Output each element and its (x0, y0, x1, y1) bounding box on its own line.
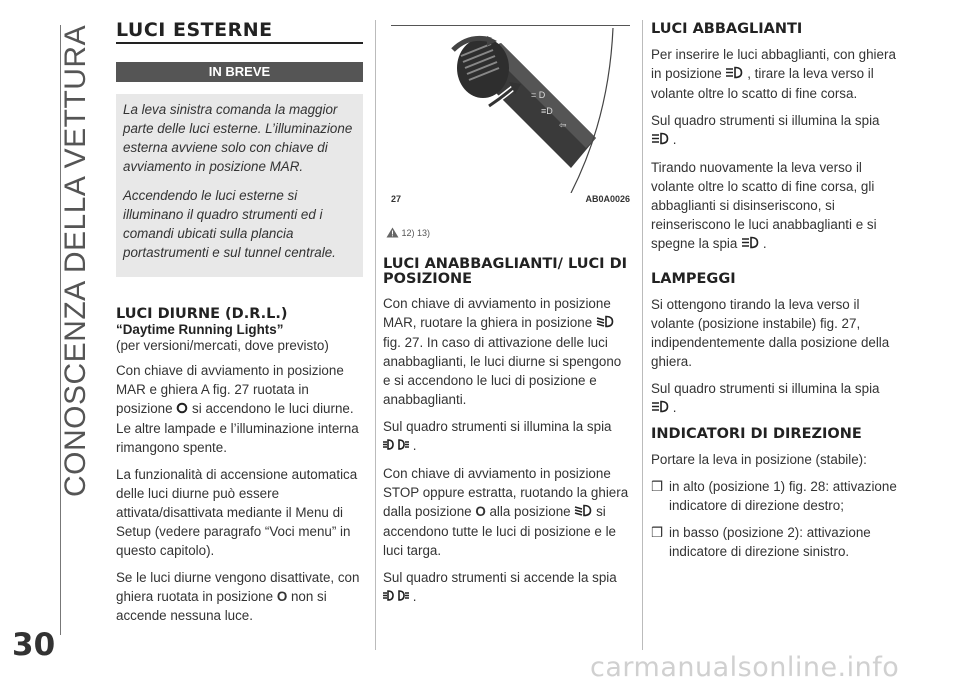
abb-p3-start: Tirando nuovamente la leva verso il volante oltre lo scatto di fine corsa, gli abbaglianti si disinseriscono, si reinseriscono le luci anabbaglianti e si spegne la spia (651, 159, 877, 251)
anab-p4-start: Sul quadro strumenti si accende la spia (383, 569, 617, 585)
anab-p3-end: si accendono tutte le luci di posizione e le luci targa. (383, 503, 617, 558)
lamp-p2-start: Sul quadro strumenti si illumina la spia (651, 381, 880, 396)
drl-heading: LUCI DIURNE (D.R.L.) (116, 306, 288, 322)
lampeggi-paragraph-1: Si ottengono tirando la leva verso il volante (posizione instabile) fig. 27, indipendentemente dalla posizione della ghiera. (651, 297, 890, 369)
abbaglianti-heading: LUCI ABBAGLIANTI (651, 21, 803, 37)
figure-number: 27 (391, 194, 402, 204)
drl-availability: (per versioni/mercati, dove previsto) (116, 338, 329, 353)
position-o-icon (176, 400, 188, 419)
svg-text:≡D: ≡D (541, 106, 553, 116)
abb-p2-end: . (672, 131, 677, 147)
bullet-box-icon: ❒ (651, 525, 664, 540)
page-title: LUCI ESTERNE (116, 19, 273, 41)
abbaglianti-paragraph-3 (651, 158, 898, 254)
drl-p3-start: Se le luci diurne vengono disattivate, con ghiera ruotata in posizione (116, 569, 360, 604)
anabbaglianti-paragraph-3 (383, 464, 630, 560)
warning-triangle-icon (386, 227, 399, 240)
list-item (651, 477, 898, 515)
anab-p2-start: Sul quadro strumenti si illumina la spia (383, 418, 612, 434)
in-breve-paragraph-1: La leva sinistra comanda la maggior parte delle luci esterne. L’illuminazione esterna avviene solo con chiave di avviamento in posizione MAR. (123, 102, 353, 174)
low-beam-icon (596, 314, 614, 333)
figure-code: AB0A0026 (585, 194, 630, 204)
column-divider-2 (642, 20, 643, 650)
drl-p1-end: si accendono le luci diurne. Le altre lampade e l’illuminazione interna rimangono spente. (116, 401, 359, 455)
anabbaglianti-paragraph-2 (383, 417, 630, 456)
drl-paragraph-2: La funzionalità di accensione automatica delle luci diurne può essere attivata/disattivata mediante il Menu di Setup (vedere paragrafo “Voci menu” in questo capitolo). (116, 466, 358, 558)
side-lights-icon (383, 437, 409, 456)
figure-top-rule (391, 25, 630, 26)
abb-p1-end: , tirare la leva verso il volante oltre lo scatto di fine corsa. (651, 66, 874, 101)
abb-p3-end: . (762, 235, 767, 251)
drl-p1-start: Con chiave di avviamento in posizione MAR e ghiera A fig. 27 ruotata in posizione (116, 363, 344, 416)
high-beam-icon (651, 131, 669, 150)
column-divider-1 (375, 20, 376, 650)
in-breve-paragraph-2: Accendendo le luci esterne si illuminano il quadro strumenti ed i comandi ubicati sulla plancia portastrumenti e sul tunnel centrale. (123, 188, 336, 260)
drl-paragraph-3 (116, 568, 363, 625)
lampeggi-heading: LAMPEGGI (651, 271, 736, 287)
anab-p1-start: Con chiave di avviamento in posizione MAR, ruotare la ghiera in posizione (383, 296, 611, 330)
in-breve-box (116, 94, 363, 277)
anab-p3-start: Con chiave di avviamento in posizione STOP oppure estratta, ruotando la ghiera dalla posizione (383, 465, 629, 519)
indicatori-heading: INDICATORI DI DIREZIONE (651, 426, 862, 442)
in-breve-label: IN BREVE (116, 62, 363, 82)
section-title: CONOSCENZA DELLA VETTURA (59, 25, 92, 498)
lamp-p2-end: . (672, 400, 677, 415)
anabbaglianti-paragraph-4 (383, 568, 630, 607)
abb-p1-start: Per inserire le luci abbaglianti, con ghiera in posizione (651, 47, 896, 81)
abbaglianti-paragraph-2 (651, 111, 898, 150)
figure-27-light-stalk (391, 28, 630, 208)
drl-subtitle: “Daytime Running Lights” (116, 322, 284, 337)
anab-p4-end: . (412, 588, 417, 604)
svg-text:⇦: ⇦ (559, 120, 567, 130)
high-beam-icon (741, 235, 759, 254)
warning-numbers: 12) 13) (401, 227, 431, 238)
side-lights-icon (383, 588, 409, 607)
position-o-label: O (475, 503, 486, 519)
page-number: 30 (12, 627, 56, 663)
lampeggi-section (651, 272, 898, 426)
list-item-text: in basso (posizione 2): attivazione indicatore di direzione sinistro. (669, 525, 871, 559)
anabbaglianti-section (383, 257, 630, 615)
high-beam-icon (725, 65, 743, 84)
anab-p1-end: fig. 27. In caso di attivazione delle luci anabbaglianti, le luci diurne si spengono e si accendono le luci di posizione e anabbaglianti. (383, 334, 622, 407)
sidebar (60, 25, 105, 635)
anabbaglianti-heading: LUCI ANABBAGLIANTI/ LUCI DI POSIZIONE (383, 256, 628, 287)
drl-p3-end: non si accende nessuna luce. (116, 588, 327, 623)
anab-p3-mid: alla posizione (489, 503, 571, 519)
indicatori-section (651, 427, 898, 569)
anabbaglianti-paragraph-1 (383, 294, 630, 409)
title-rule (116, 42, 363, 44)
drl-section (116, 307, 363, 633)
low-beam-icon (574, 503, 592, 522)
position-o-label: O (276, 588, 288, 604)
abbaglianti-paragraph-1 (651, 45, 898, 103)
svg-text:= D: = D (531, 90, 546, 100)
warning-reference (386, 227, 430, 240)
list-item-text: in alto (posizione 1) fig. 28: attivazione indicatore di direzione destro; (669, 479, 897, 513)
drl-paragraph-1 (116, 361, 363, 457)
lampeggi-paragraph-2 (651, 379, 898, 418)
watermark: carmanualsonline.info (590, 652, 900, 683)
bullet-box-icon: ❒ (651, 479, 664, 494)
list-item (651, 523, 898, 561)
indicatori-paragraph-1: Portare la leva in posizione (stabile): (651, 452, 867, 467)
abbaglianti-section (651, 22, 898, 262)
high-beam-icon (651, 399, 669, 418)
abb-p2-start: Sul quadro strumenti si illumina la spia (651, 112, 880, 128)
anab-p2-end: . (412, 437, 417, 453)
